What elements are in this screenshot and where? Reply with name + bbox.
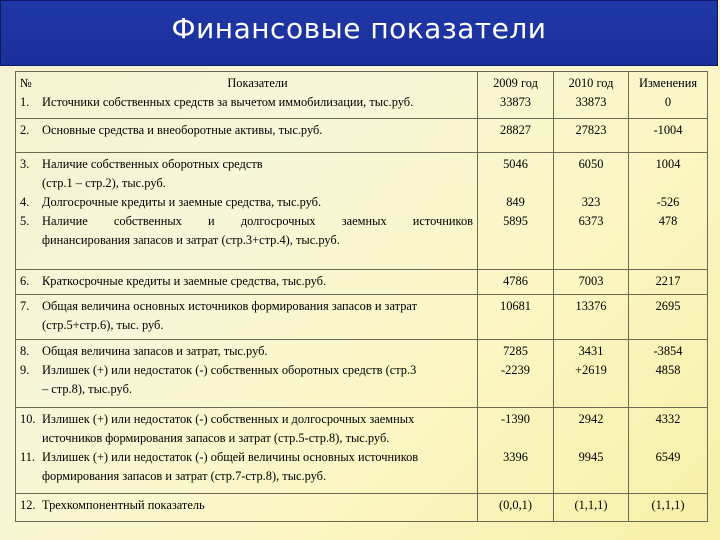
value-2010: 27823 <box>554 119 629 153</box>
year-2009-cell <box>478 340 554 408</box>
page-title: Финансовые показатели <box>171 12 547 45</box>
row-number: 9. <box>20 363 30 377</box>
row-label: Излишек (+) или недостаток (-) общей величины основных источников <box>42 450 419 464</box>
value-2010: 33873 <box>575 95 607 109</box>
value-2010: 9945 <box>578 450 604 464</box>
value-2009: 10681 <box>478 295 554 340</box>
value-change: 2217 <box>629 270 708 295</box>
value-change: -1004 <box>629 119 708 153</box>
row-number: 3. <box>20 157 30 171</box>
indicator-cell <box>16 119 478 153</box>
table-row-header <box>16 72 708 119</box>
header-2010: 2010 год <box>568 76 614 90</box>
value-change: 6549 <box>655 450 681 464</box>
value-change: 4858 <box>655 363 681 377</box>
value-change: 1004 <box>655 157 681 171</box>
value-2009: 5895 <box>503 214 528 228</box>
row-number: 11. <box>20 450 36 464</box>
value-2010: 7003 <box>554 270 629 295</box>
row-number: 1. <box>20 95 30 109</box>
change-cell <box>629 340 708 408</box>
table-row <box>16 153 708 270</box>
change-cell <box>629 408 708 494</box>
value-2009: 3396 <box>503 450 528 464</box>
value-2009: 4786 <box>478 270 554 295</box>
year-2010-cell <box>554 72 629 119</box>
table-row <box>16 295 708 340</box>
value-2010: 323 <box>581 195 601 209</box>
year-2009-cell <box>478 72 554 119</box>
value-2009: 7285 <box>503 344 528 358</box>
row-number: 10. <box>20 412 36 426</box>
row-label: Общая величина основных источников формирования запасов и затрат <box>42 299 417 313</box>
row-label: Излишек (+) или недостаток (-) собственных и долгосрочных заемных <box>42 412 415 426</box>
change-cell <box>629 153 708 270</box>
value-change: -3854 <box>653 344 683 358</box>
row-number: 6. <box>20 274 30 288</box>
indicator-cell <box>16 494 478 522</box>
indicator-cell <box>16 408 478 494</box>
row-label-cont: – стр.8), тыс.руб. <box>42 382 132 396</box>
row-label: Краткосрочные кредиты и заемные средства, тыс.руб. <box>42 274 327 288</box>
value-2010: +2619 <box>575 363 607 377</box>
year-2010-cell <box>554 340 629 408</box>
value-2009: -2239 <box>501 363 530 377</box>
value-2010: 6050 <box>578 157 604 171</box>
value-change: 2695 <box>629 295 708 340</box>
indicator-cell <box>16 295 478 340</box>
year-2010-cell <box>554 153 629 270</box>
financial-table <box>15 71 708 522</box>
year-2010-cell <box>554 408 629 494</box>
value-2010: 6373 <box>578 214 604 228</box>
row-label: Наличие собственных оборотных средств <box>42 157 263 171</box>
row-label: Основные средства и внеоборотные активы, тыс.руб. <box>42 123 323 137</box>
row-label: Трехкомпонентный показатель <box>42 498 205 512</box>
value-2009: 5046 <box>503 157 528 171</box>
row-number: 12. <box>20 498 36 512</box>
indicator-cell <box>16 270 478 295</box>
header-2009: 2009 год <box>493 76 538 90</box>
value-change: (1,1,1) <box>629 494 708 522</box>
table-row <box>16 408 708 494</box>
header-num: № <box>20 76 32 90</box>
row-label: Источники собственных средств за вычетом иммобилизации, тыс.руб. <box>42 95 414 109</box>
row-number: 2. <box>20 123 30 137</box>
row-label-cont: финансирования запасов и затрат (стр.3+стр.4), тыс.руб. <box>42 233 340 247</box>
header-change: Изменения <box>638 76 698 90</box>
table-row <box>16 270 708 295</box>
row-label: Излишек (+) или недостаток (-) собственных оборотных средств (стр.3 <box>42 363 417 377</box>
row-label: Долгосрочные кредиты и заемные средства, тыс.руб. <box>42 195 322 209</box>
table-row <box>16 494 708 522</box>
row-number: 8. <box>20 344 30 358</box>
value-2009: 33873 <box>500 95 531 109</box>
value-2009: 28827 <box>478 119 554 153</box>
indicator-cell <box>16 340 478 408</box>
year-2009-cell <box>478 408 554 494</box>
value-change: 0 <box>664 95 672 109</box>
title-bar <box>0 0 718 66</box>
row-number: 4. <box>20 195 30 209</box>
indicator-cell <box>16 72 478 119</box>
row-label-cont: формирования запасов и затрат (стр.7-стр.8), тыс.руб. <box>42 469 327 483</box>
value-2010: 2942 <box>578 412 604 426</box>
row-label: Общая величина запасов и затрат, тыс.руб. <box>42 344 268 358</box>
header-indicator: Показатели <box>227 76 288 90</box>
value-2010: 3431 <box>578 344 604 358</box>
value-change: 478 <box>658 214 678 228</box>
value-2009: -1390 <box>501 412 530 426</box>
value-change: -526 <box>656 195 680 209</box>
value-2010: 13376 <box>554 295 629 340</box>
row-label-cont: источников формирования запасов и затрат (стр.5-стр.8), тыс.руб. <box>42 431 390 445</box>
indicator-cell <box>16 153 478 270</box>
table-row <box>16 119 708 153</box>
row-label: Наличие собственных и долгосрочных заемных источников <box>42 214 473 228</box>
change-cell <box>629 72 708 119</box>
row-number: 7. <box>20 299 30 313</box>
value-2009: (0,0,1) <box>478 494 554 522</box>
value-change: 4332 <box>655 412 681 426</box>
value-2009: 849 <box>506 195 525 209</box>
table-row <box>16 340 708 408</box>
row-number: 5. <box>20 214 30 228</box>
value-2010: (1,1,1) <box>554 494 629 522</box>
row-label-cont: (стр.1 – стр.2), тыс.руб. <box>42 176 166 190</box>
year-2009-cell <box>478 153 554 270</box>
row-label-cont: (стр.5+стр.6), тыс. руб. <box>42 318 164 332</box>
